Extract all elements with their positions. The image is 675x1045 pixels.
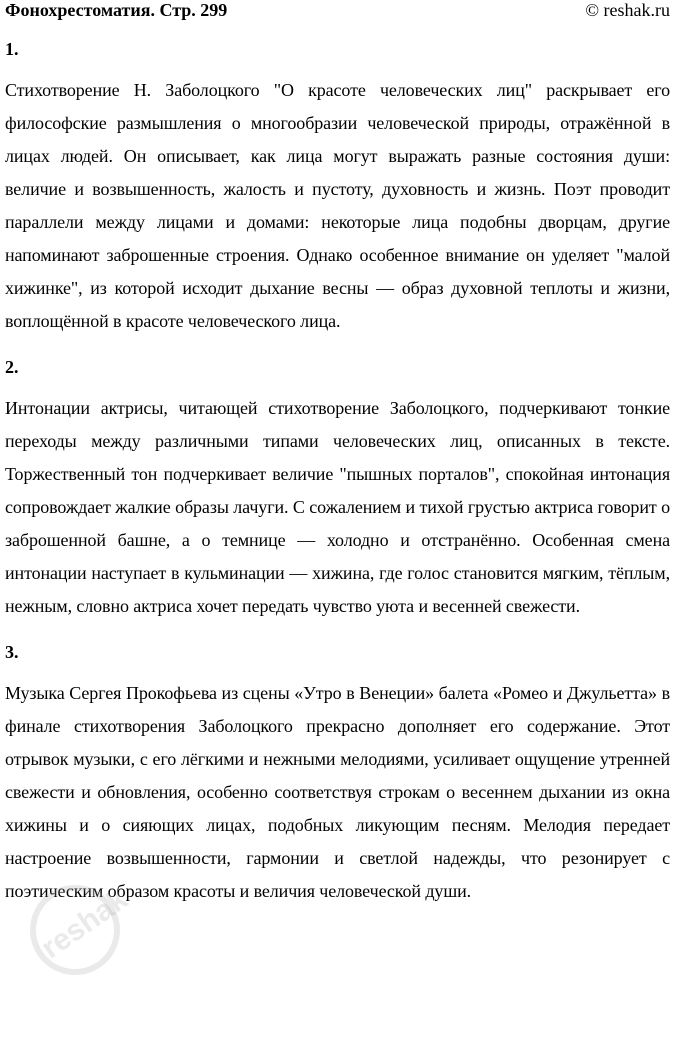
section-paragraph: Стихотворение Н. Заболоцкого "О красоте человеческих лиц" раскрывает его философские размышления о многообразии человеческой природы, отражённой в лицах людей. Он описывает, как лица могут выражать разные состояния души: величие и возвышенность, жалость и пустоту, духовность и жизнь. Поэт проводит параллели между лицами и домами: некоторые лица подобны дворцам, другие напоминают заброшенные строения. Однако особенное внимание он уделяет "малой хижинке", из которой исходит дыхание весны — образ духовной теплоты и жизни, воплощённой в красоте человеческого лица. — [5, 80, 670, 331]
section-number: 2. — [5, 357, 19, 377]
section-paragraph: Музыка Сергея Прокофьева из сцены «Утро в Венеции» балета «Ромео и Джульетта» в финале стихотворения Заболоцкого прекрасно дополняет его содержание. Этот отрывок музыки, с его лёгкими и нежными мелодиями, усиливает ощущение утренней свежести и обновления, особенно соответствуя строкам о весеннем дыхании из окна хижины и о сияющих лицах, подобных ликующим песням. Мелодия передает настроение возвышенности, гармонии и светлой надежды, что резонирует с поэтическим образом красоты и величия человеческой души. — [5, 683, 670, 901]
page-header — [5, 0, 670, 22]
section-1 — [5, 38, 670, 338]
section-number: 3. — [5, 642, 19, 662]
section-number: 1. — [5, 39, 19, 59]
document-body — [5, 38, 670, 926]
section-3 — [5, 641, 670, 908]
svg-text:reshak: reshak — [35, 882, 134, 966]
page-title: Фонохрестоматия. Стр. 299 — [5, 0, 228, 20]
site-credit: © reshak.ru — [585, 0, 670, 20]
section-2 — [5, 356, 670, 623]
section-paragraph: Интонации актрисы, читающей стихотворение Заболоцкого, подчеркивают тонкие переходы между различными типами человеческих лиц, описанных в тексте. Торжественный тон подчеркивает величие "пышных порталов", спокойная интонация сопровождает жалкие образы лачуги. С сожалением и тихой грустью актриса говорит о заброшенной башне, а о темнице — холодно и отстранённо. Особенная смена интонации наступает в кульминации — хижина, где голос становится мягким, тёплым, нежным, словно актриса хочет передать чувство уюта и весенней свежести. — [5, 398, 670, 616]
